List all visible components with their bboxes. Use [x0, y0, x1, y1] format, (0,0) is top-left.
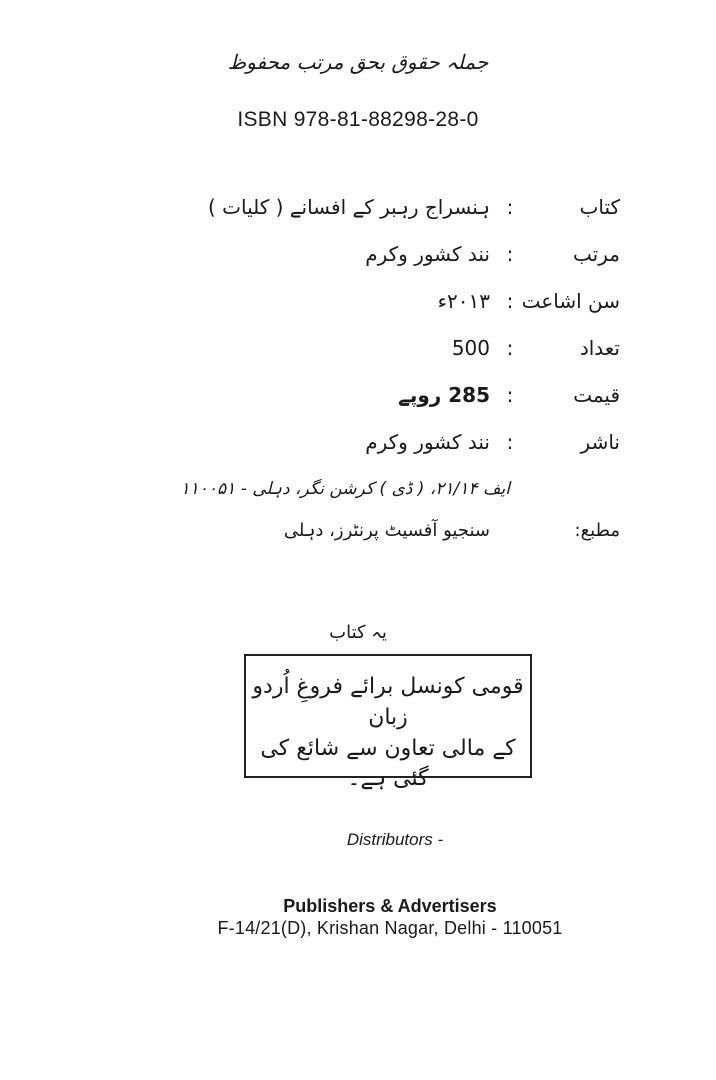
detail-row-book: [150, 195, 620, 242]
detail-value-year: ۲۰۱۳ء: [437, 289, 490, 313]
distributor-address: F-14/21(D), Krishan Nagar, Delhi - 110051: [217, 918, 563, 938]
council-notice-line-2: کے مالی تعاون سے شائع کی گئی ہے۔: [260, 735, 516, 792]
book-note: یہ کتاب: [329, 622, 387, 643]
detail-separator: :: [506, 430, 514, 454]
distributors-label: Distributors -: [346, 830, 444, 849]
detail-row-editor: [150, 242, 620, 289]
detail-value-publisher: نند کشور وکرم: [365, 430, 490, 454]
detail-separator: :: [506, 383, 514, 407]
detail-label-publisher: ناشر: [580, 430, 620, 454]
copyright-notice: جملہ حقوق بحق مرتب محفوظ: [227, 50, 489, 74]
detail-label-year: سن اشاعت: [521, 289, 620, 313]
detail-value-book: ہنسراج رہبر کے افسانے ( کلیات ): [208, 195, 490, 219]
detail-separator: :: [506, 242, 514, 266]
council-notice-box: [244, 654, 532, 792]
detail-row-quantity: [150, 336, 620, 383]
publisher-address: ایف ۲۱/۱۴، ( ڈی ) کرشن نگر، دہلی - ۱۱۰۰۵۱: [180, 479, 510, 499]
book-details: [150, 195, 620, 477]
detail-separator: :: [506, 336, 514, 360]
council-notice-line-1: قومی کونسل برائے فروغِ اُردو زبان: [252, 674, 524, 730]
detail-label-editor: مرتب: [573, 242, 620, 266]
detail-value-quantity: 500: [451, 336, 490, 360]
printer-label: مطبع:: [574, 520, 620, 541]
detail-row-publisher: [150, 430, 620, 477]
detail-row-year: [150, 289, 620, 336]
isbn: ISBN 978-81-88298-28-0: [237, 108, 479, 131]
detail-label-book: کتاب: [579, 195, 620, 219]
detail-value-price: 285 روپے: [398, 383, 490, 407]
detail-row-price: [150, 383, 620, 430]
distributor-name: Publishers & Advertisers: [283, 896, 497, 916]
detail-label-price: قیمت: [573, 383, 620, 407]
detail-label-quantity: تعداد: [579, 336, 620, 360]
printer-value: سنجیو آفسیٹ پرنٹرز، دہلی: [283, 520, 490, 541]
detail-separator: :: [506, 289, 514, 313]
printer-row: [150, 520, 620, 550]
detail-separator: :: [506, 195, 514, 219]
detail-value-editor: نند کشور وکرم: [365, 242, 490, 266]
